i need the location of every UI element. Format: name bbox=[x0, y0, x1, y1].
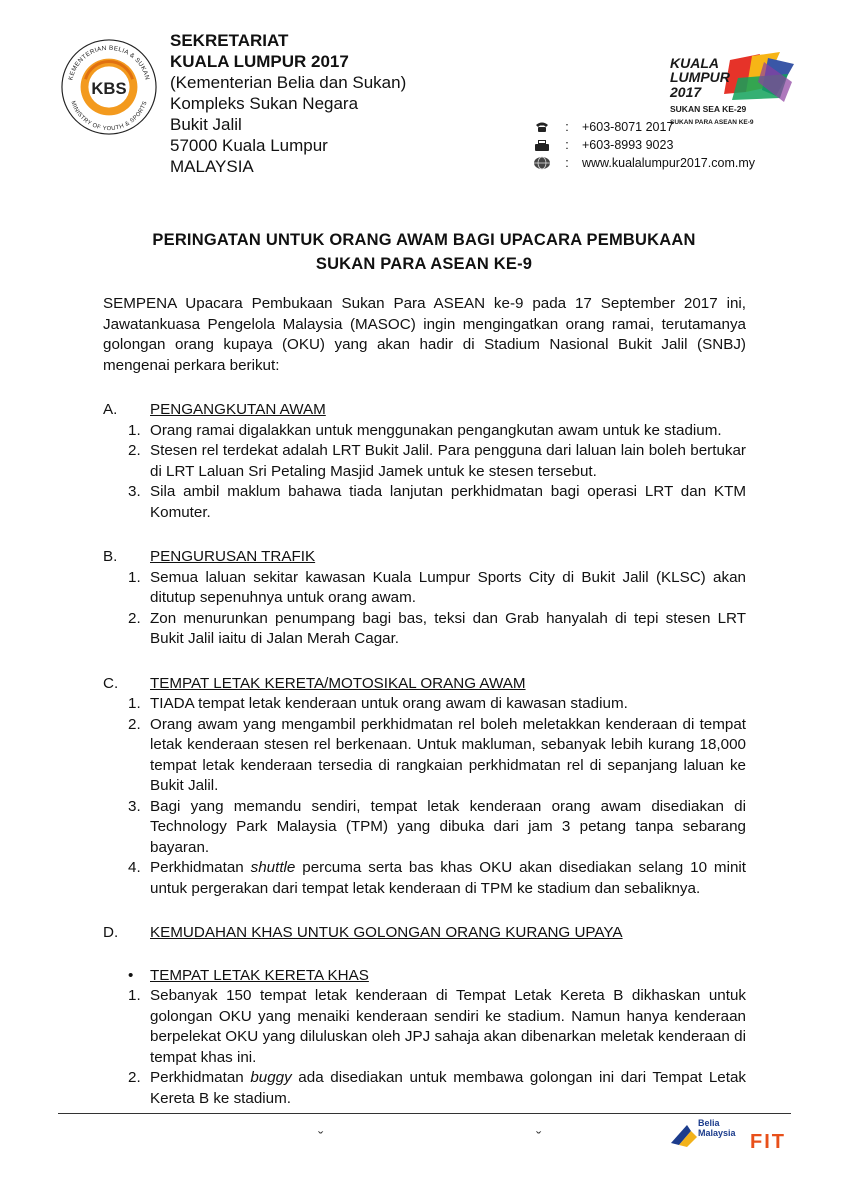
list-item bbox=[128, 568, 746, 609]
belia-logo-text bbox=[698, 1118, 736, 1138]
list-item bbox=[128, 482, 746, 523]
item-text bbox=[150, 1068, 746, 1109]
contact-fax bbox=[532, 136, 755, 154]
item-text-emphasis: shuttle bbox=[250, 859, 296, 876]
item-text: Bagi yang memandu sendiri, tempat letak kenderaan orang awam disediakan di Technology Park Malaysia (TPM) yang dibuka dari jam 3 petang tanpa sebarang bayaran. bbox=[150, 797, 746, 856]
contact-sep: : bbox=[565, 120, 569, 134]
section-heading bbox=[103, 547, 746, 568]
section-c bbox=[103, 674, 746, 900]
section-heading bbox=[103, 674, 746, 695]
contact-block bbox=[532, 118, 755, 172]
section-letter: B. bbox=[103, 548, 118, 565]
section-title: TEMPAT LETAK KERETA/MOTOSIKAL ORANG AWAM bbox=[150, 674, 526, 692]
phone-number: +603-8071 2017 bbox=[582, 120, 674, 134]
section-heading bbox=[103, 923, 746, 944]
contact-sep: : bbox=[565, 138, 569, 152]
section-items bbox=[103, 694, 746, 899]
item-text: Sila ambil maklum bahawa tiada lanjutan perkhidmatan bagi operasi LRT dan KTM Komuter. bbox=[150, 483, 746, 521]
footer-mark-left: ˇ bbox=[318, 1130, 324, 1147]
list-item bbox=[128, 715, 746, 797]
belia-logo-line2: Malaysia bbox=[698, 1128, 736, 1138]
item-number: 1. bbox=[128, 421, 141, 439]
address-line-4: Kompleks Sukan Negara bbox=[170, 94, 359, 113]
kl-logo-line1: KUALA bbox=[670, 55, 719, 71]
document-body bbox=[103, 294, 746, 1109]
address-line-5: Bukit Jalil bbox=[170, 115, 242, 134]
kl-logo-line4: SUKAN SEA KE-29 bbox=[670, 104, 747, 114]
item-number: 2. bbox=[128, 1069, 141, 1086]
item-text: Semua laluan sekitar kawasan Kuala Lumpur Sports City di Bukit Jalil (KLSC) akan ditutup sepenuhnya untuk orang awam. bbox=[150, 568, 746, 606]
contact-phone bbox=[532, 118, 755, 136]
item-text bbox=[150, 858, 746, 899]
item-text: Orang awam yang mengambil perkhidmatan rel boleh meletakkan kenderaan di tempat letak kenderaan stesen rel berkenaan. Untuk makluman, sebanyak lebih kurang 18,000 tempat letak kenderaan tersedia di rangkaian perkhidmatan rel di sepanjang laluan ke Bukit Jalil. bbox=[150, 715, 746, 794]
section-items bbox=[103, 568, 746, 650]
list-item bbox=[128, 986, 746, 1068]
website-url[interactable]: www.kualalumpur2017.com.my bbox=[582, 156, 755, 170]
address-line-6: 57000 Kuala Lumpur bbox=[170, 136, 328, 155]
section-letter: A. bbox=[103, 401, 118, 418]
subsection-title: TEMPAT LETAK KERETA KHAS bbox=[150, 966, 369, 984]
item-number: 2. bbox=[128, 442, 141, 459]
footer-mark-right: ˇ bbox=[536, 1130, 542, 1147]
item-text: Sebanyak 150 tempat letak kenderaan di Tempat Letak Kereta B dikhaskan untuk golongan OKU yang menaiki kenderaan sendiri ke stadium. Namun hanya kenderaan berpelekat OKU yang diluluskan oleh JPJ sahaja akan dibenarkan meletak kenderaan di tempat khas ini. bbox=[150, 987, 746, 1066]
list-item bbox=[128, 797, 746, 859]
subsection-heading bbox=[128, 966, 746, 987]
phone-icon bbox=[532, 120, 552, 134]
subsection-items bbox=[103, 986, 746, 1109]
contact-web bbox=[532, 154, 755, 172]
footer-divider bbox=[58, 1113, 791, 1114]
section-a bbox=[103, 400, 746, 523]
section-title: PENGURUSAN TRAFIK bbox=[150, 548, 316, 565]
title-line-2: SUKAN PARA ASEAN KE-9 bbox=[315, 255, 533, 273]
item-text-post: ada disediakan untuk membawa golongan ini dari Tempat Letak Kereta B ke stadium. bbox=[150, 1069, 746, 1107]
item-text-emphasis: buggy bbox=[250, 1069, 292, 1086]
address-line-3: (Kementerian Belia dan Sukan) bbox=[170, 73, 407, 92]
item-number: 1. bbox=[128, 568, 141, 586]
item-text-post: percuma serta bas khas OKU akan disediakan selang 10 minit untuk pergerakan dari tempat letak kenderaan di TPM ke stadium dan sebaliknya. bbox=[150, 859, 746, 897]
section-letter: D. bbox=[103, 924, 119, 941]
title-line-1: PERINGATAN UNTUK ORANG AWAM BAGI UPACARA PEMBUKAAN bbox=[152, 231, 696, 249]
fax-icon bbox=[532, 138, 552, 152]
kbs-logo-text: KBS bbox=[91, 78, 127, 98]
address-line-2: KUALA LUMPUR 2017 bbox=[170, 52, 349, 71]
fax-number: +603-8993 9023 bbox=[582, 138, 674, 152]
kbs-logo bbox=[60, 38, 158, 136]
document-title bbox=[0, 228, 848, 276]
list-item bbox=[128, 421, 746, 442]
item-text: TIADA tempat letak kenderaan untuk orang awam di kawasan stadium. bbox=[150, 695, 628, 712]
address-line-7: MALAYSIA bbox=[170, 157, 254, 176]
item-number: 2. bbox=[128, 609, 141, 627]
list-item bbox=[128, 609, 746, 650]
item-number: 3. bbox=[128, 797, 141, 815]
bullet-icon: • bbox=[128, 966, 134, 984]
sender-address bbox=[170, 30, 406, 177]
kl-logo-line2: LUMPUR bbox=[670, 69, 730, 85]
list-item bbox=[128, 441, 746, 482]
item-number: 4. bbox=[128, 859, 141, 876]
item-text-pre: Perkhidmatan bbox=[150, 859, 251, 876]
section-title: PENGANGKUTAN AWAM bbox=[150, 401, 326, 418]
list-item bbox=[128, 1068, 746, 1109]
item-number: 3. bbox=[128, 483, 141, 500]
section-heading bbox=[103, 400, 746, 421]
list-item bbox=[128, 694, 746, 715]
fit-logo: FIT bbox=[750, 1131, 786, 1153]
contact-sep: : bbox=[565, 156, 569, 170]
item-text: Zon menurunkan penumpang bagi bas, teksi dan Grab hanyalah di tepi stesen LRT Bukit Jalil iaitu di Jalan Merah Cagar. bbox=[150, 609, 746, 647]
web-icon bbox=[532, 156, 552, 170]
section-d bbox=[103, 923, 746, 1109]
intro-paragraph: SEMPENA Upacara Pembukaan Sukan Para ASEAN ke-9 pada 17 September 2017 ini, Jawatankuasa Pengelola Malaysia (MASOC) ingin mengingatkan orang ramai, terutamanya golongan orang kupaya (OKU) yang akan hadir di Stadium Nasional Bukit Jalil (SNBJ) mengenai perkara berikut: bbox=[103, 295, 746, 374]
section-title: KEMUDAHAN KHAS UNTUK GOLONGAN ORANG KURANG UPAYA bbox=[150, 924, 623, 941]
address-line-1: SEKRETARIAT bbox=[170, 31, 289, 50]
item-text: Orang ramai digalakkan untuk menggunakan pengangkutan awam untuk ke stadium. bbox=[150, 421, 722, 439]
belia-logo-line1: Belia bbox=[698, 1118, 720, 1128]
kl-logo-line5: SUKAN PARA ASEAN KE-9 bbox=[670, 119, 754, 126]
section-letter: C. bbox=[103, 674, 119, 692]
kl-logo-line3: 2017 bbox=[670, 84, 702, 100]
kbs-ring-top: KEMENTERIAN BELIA & SUKAN bbox=[67, 44, 151, 81]
item-number: 1. bbox=[128, 987, 141, 1004]
item-number: 2. bbox=[128, 715, 141, 733]
section-b bbox=[103, 547, 746, 650]
kbs-ring-bottom: MINISTRY OF YOUTH & SPORTS bbox=[69, 100, 149, 133]
item-number: 1. bbox=[128, 695, 141, 712]
list-item bbox=[128, 858, 746, 899]
item-text: Stesen rel terdekat adalah LRT Bukit Jalil. Para pengguna dari laluan lain boleh bertukar di LRT Laluan Sri Petaling Masjid Jamek untuk ke stesen tersebut. bbox=[150, 442, 746, 480]
section-items bbox=[103, 421, 746, 524]
item-text-pre: Perkhidmatan bbox=[150, 1069, 251, 1086]
subsection bbox=[103, 966, 746, 1110]
